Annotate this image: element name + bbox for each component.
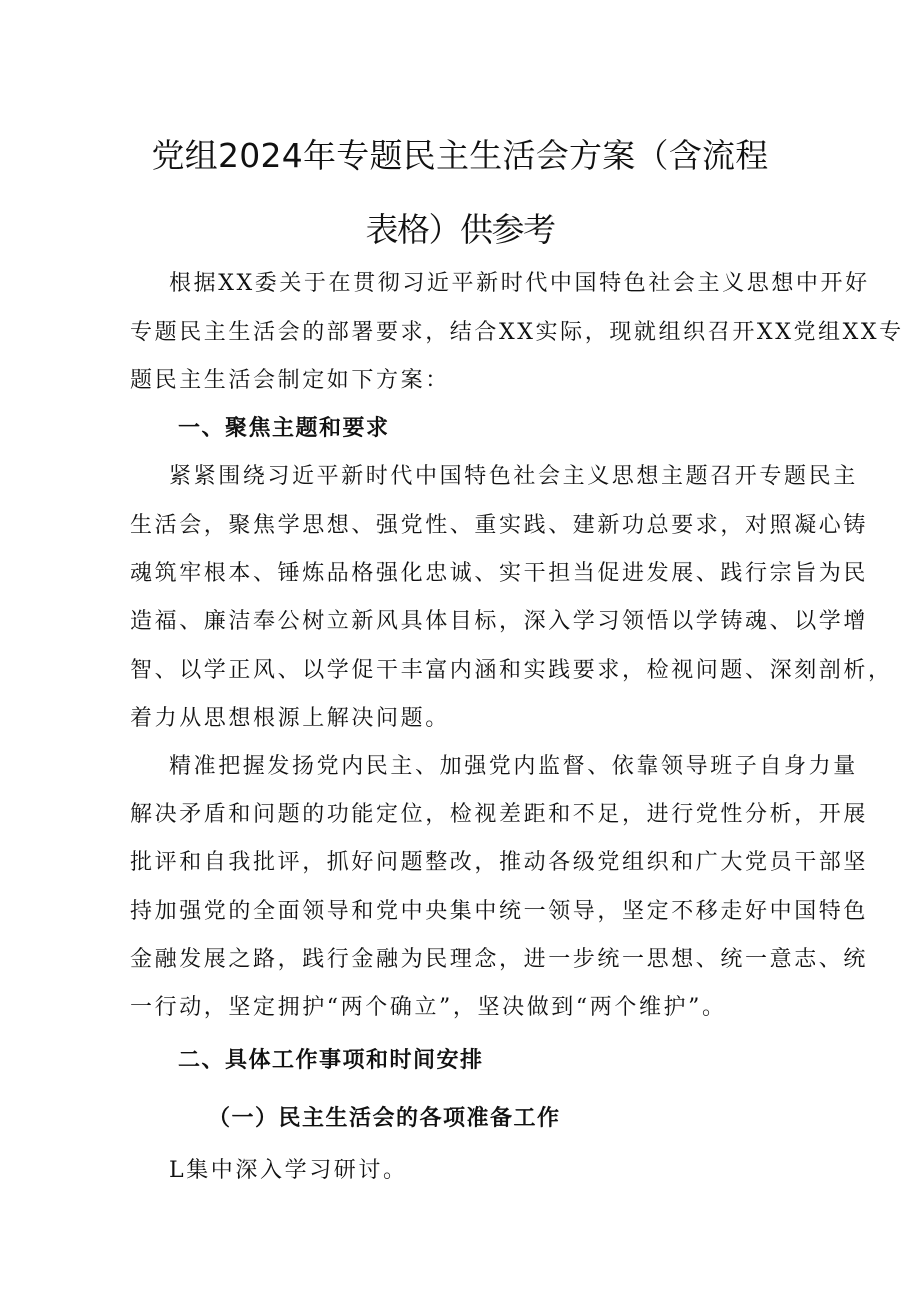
paragraph-line: 造福、廉洁奉公树立新风具体目标，深入学习领悟以学铸魂、以学增 bbox=[130, 609, 869, 634]
paragraph-line: 魂筑牢根本、锤炼品格强化忠诚、实干担当促进发展、践行宗旨为民 bbox=[130, 561, 869, 586]
intro-line: 题民主生活会制定如下方案： bbox=[130, 368, 450, 393]
paragraph-line: 着力从思想根源上解决问题。 bbox=[130, 706, 450, 731]
paragraph-line: 解决矛盾和问题的功能定位，检视差距和不足，进行党性分析，开展 bbox=[130, 802, 869, 827]
intro-line: 专题民主生活会的部署要求，结合XX实际，现就组织召开XX党组XX专 bbox=[130, 320, 904, 345]
paragraph-line: 精准把握发扬党内民主、加强党内监督、依靠领导班子自身力量 bbox=[169, 754, 858, 779]
paragraph-line: 一行动，坚定拥护“两个确立”，坚决做到“两个维护”。 bbox=[130, 995, 727, 1020]
paragraph-line: 智、以学正风、以学促干丰富内涵和实践要求，检视问题、深刻剖析， bbox=[130, 658, 893, 683]
section-heading-1: 一、聚焦主题和要求 bbox=[178, 416, 390, 441]
paragraph-line: 生活会，聚焦学思想、强党性、重实践、建新功总要求，对照凝心铸 bbox=[130, 513, 869, 538]
subsection-heading: （一）民主生活会的各项准备工作 bbox=[208, 1106, 561, 1131]
document-title-line-2: 表格）供参考 bbox=[365, 210, 555, 249]
list-item: L集中深入学习研讨。 bbox=[169, 1158, 408, 1183]
paragraph-line: 持加强党的全面领导和党中央集中统一领导，坚定不移走好中国特色 bbox=[130, 899, 869, 924]
paragraph-line: 金融发展之路，践行金融为民理念，进一步统一思想、统一意志、统 bbox=[130, 947, 869, 972]
intro-line: 根据XX委关于在贯彻习近平新时代中国特色社会主义思想中开好 bbox=[169, 271, 870, 296]
section-heading-2: 二、具体工作事项和时间安排 bbox=[178, 1048, 484, 1073]
paragraph-line: 紧紧围绕习近平新时代中国特色社会主义思想主题召开专题民主 bbox=[169, 464, 858, 489]
paragraph-line: 批评和自我批评，抓好问题整改，推动各级党组织和广大党员干部坚 bbox=[130, 850, 869, 875]
document-title-line-1: 党组2024年专题民主生活会方案（含流程 bbox=[151, 136, 769, 175]
